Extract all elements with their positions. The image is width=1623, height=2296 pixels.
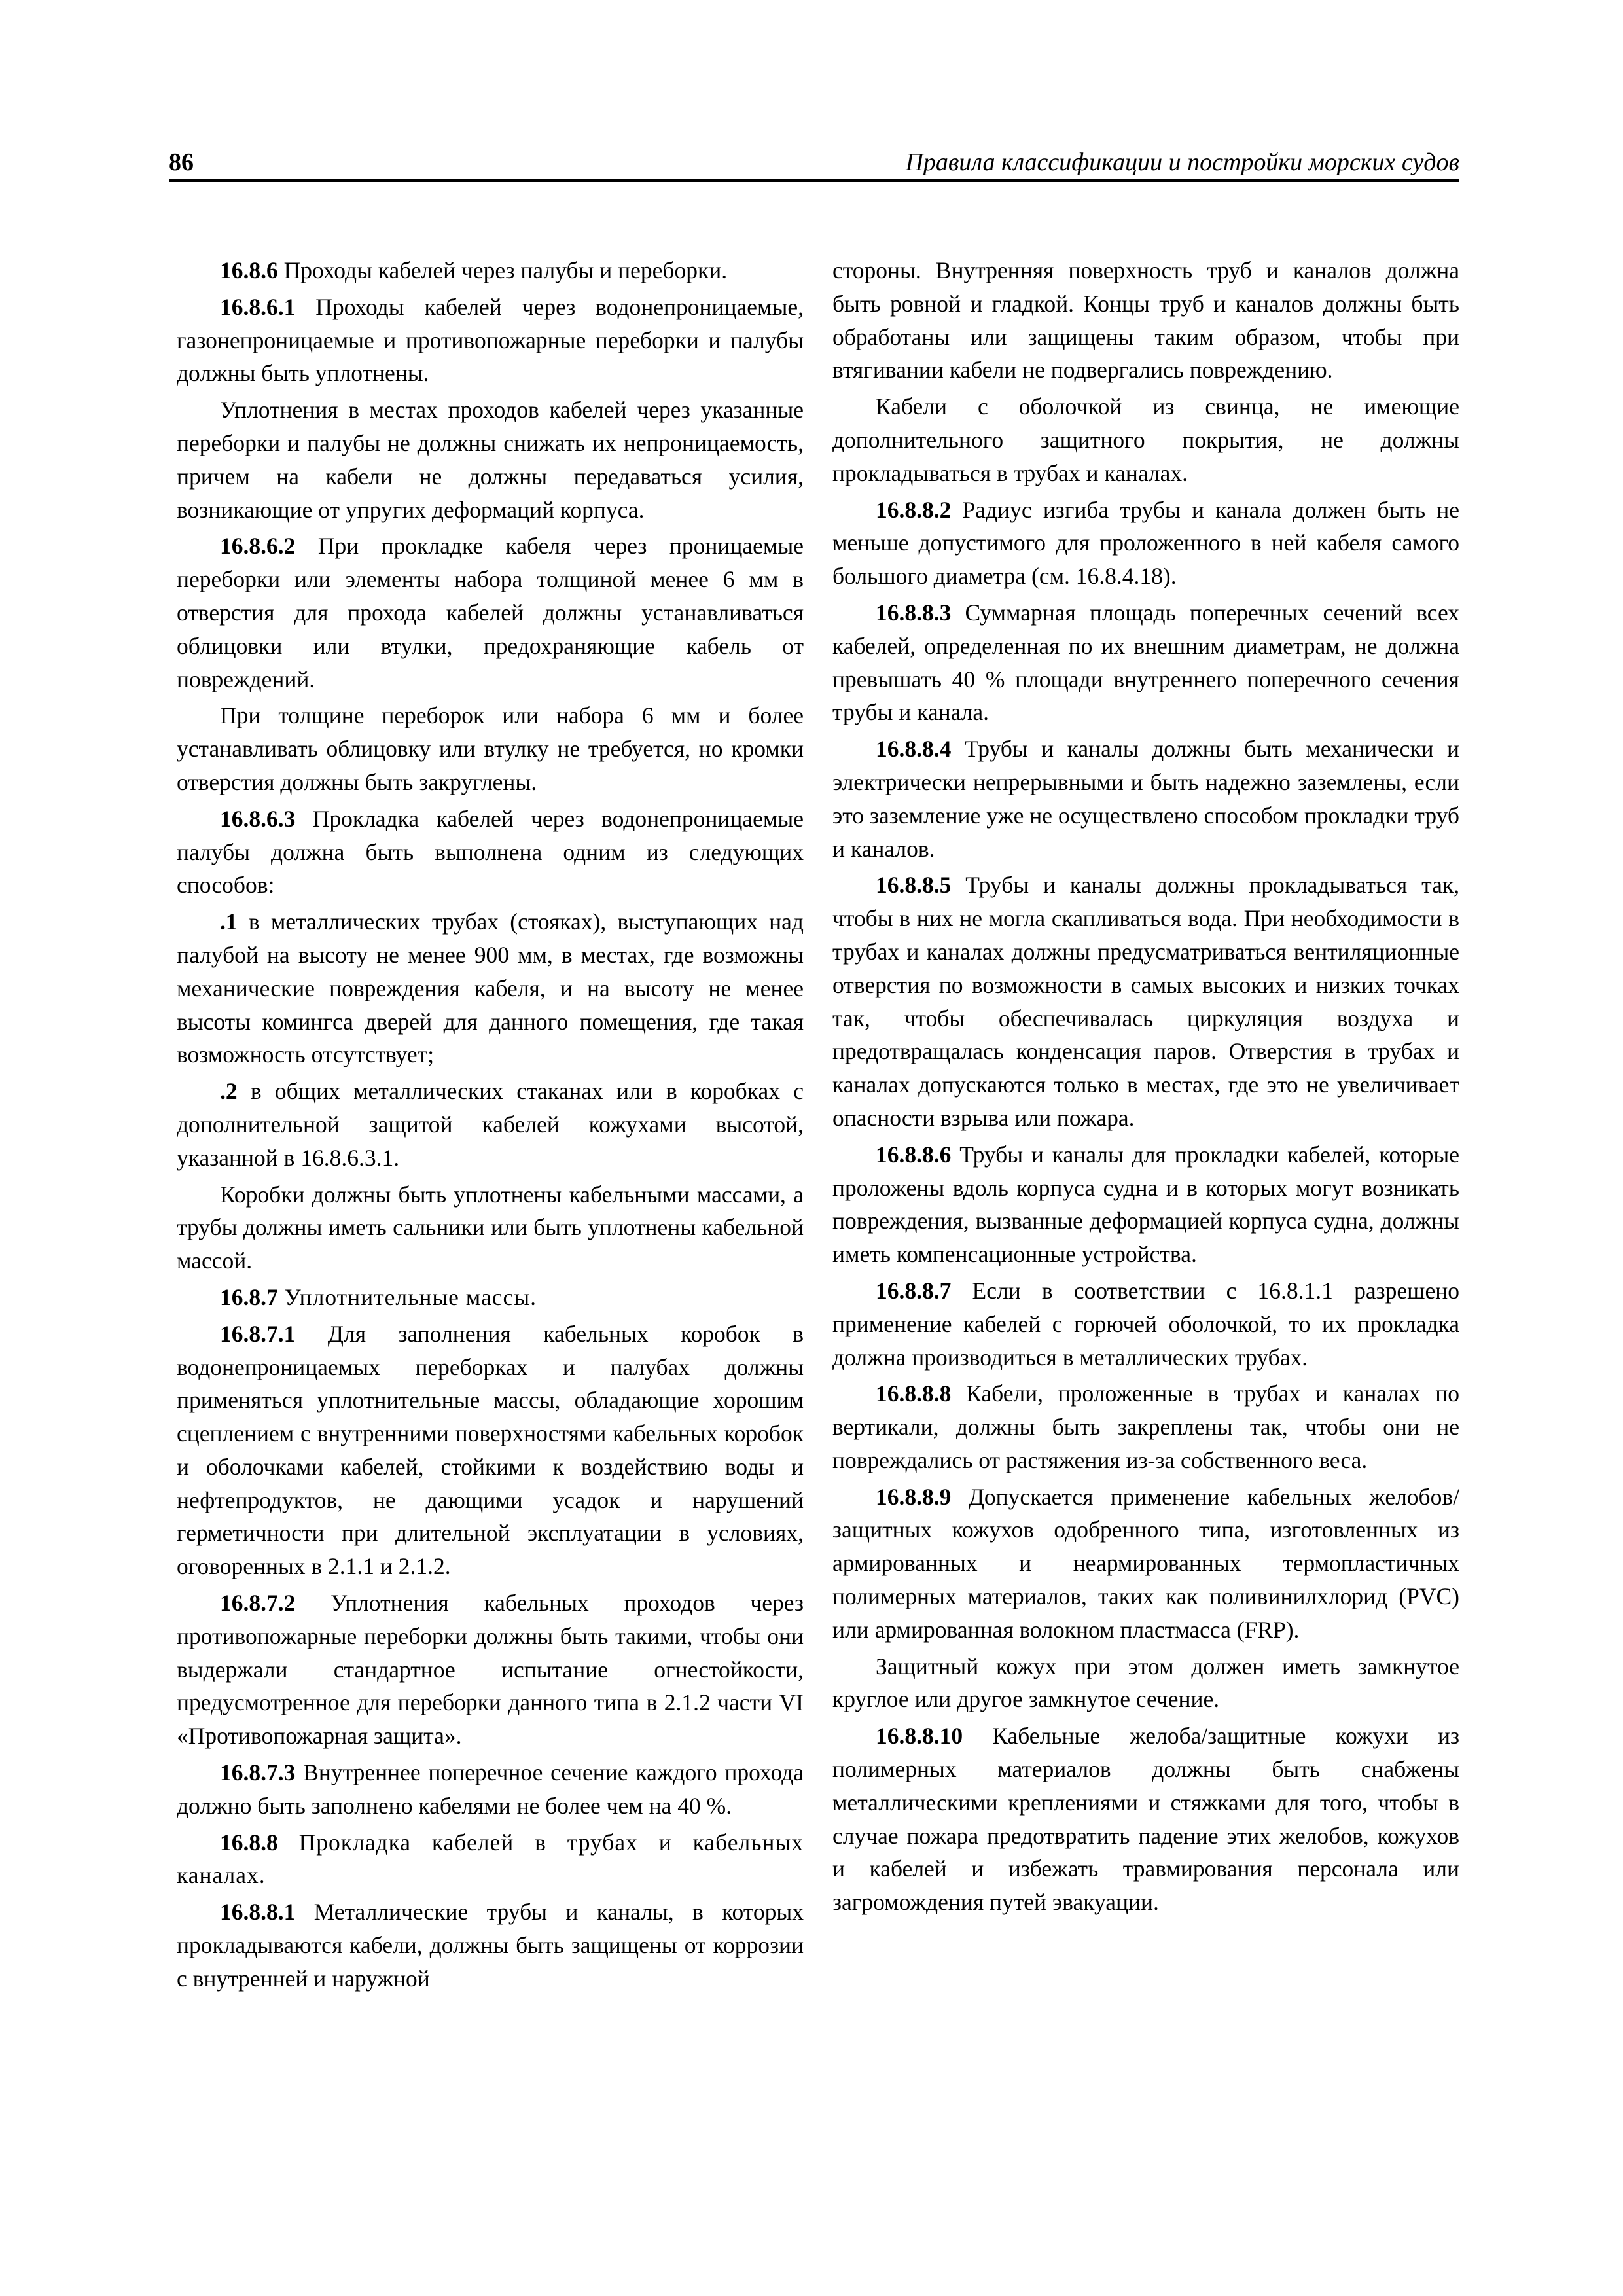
clause-number: 16.8.8.1 xyxy=(220,1899,296,1926)
paragraph-text: в общих металлических стаканах или в коробках с дополнительной защитой кабелей кожухами высотой, указанной в 16.8.6.3.1. xyxy=(177,1078,804,1171)
paragraph xyxy=(832,869,1459,1134)
paragraph-text: Кабели с оболочкой из свинца, не имеющие дополнительного защитного покрытия, не должны прокладываться в трубах и каналах. xyxy=(832,393,1459,486)
paragraph-text: Кабели, проложенные в трубах и каналах по вертикали, должны быть закреплены так, чтобы они не повреждались от растяжения из-за собственного веса. xyxy=(832,1380,1459,1473)
clause-number: 16.8.6 xyxy=(220,257,278,283)
paragraph-text: При толщине переборок или набора 6 мм и более устанавливать облицовку или втулку не требуется, но кромки отверстия должны быть закруглены. xyxy=(177,702,804,795)
clause-number: 16.8.6.1 xyxy=(220,293,296,320)
paragraph xyxy=(832,1138,1459,1271)
paragraph xyxy=(832,1377,1459,1477)
clause-number: 16.8.8.8 xyxy=(876,1380,952,1407)
clause-number: 16.8.8.4 xyxy=(876,736,952,762)
paragraph xyxy=(832,493,1459,593)
paragraph xyxy=(832,1480,1459,1647)
paragraph-text: Уплотнения в местах проходов кабелей через указанные переборки и палубы не должны снижать их непроницаемость, причем на кабели не должны передаваться усилия, возникающие от упругих деформаций корпуса. xyxy=(177,397,804,523)
paragraph xyxy=(832,596,1459,729)
list-marker: .2 xyxy=(220,1078,238,1105)
paragraph-text: Прокладка кабелей через водонепроницаемые палубы должна быть выполнена одним из следующих способов: xyxy=(177,805,804,899)
paragraph-text: Металлические трубы и каналы, в которых прокладываются кабели, должны быть защищены от коррозии с внутренней и наружной xyxy=(177,1899,804,1992)
clause-heading: Проходы кабелей через палубы и переборки. xyxy=(277,257,728,283)
paragraph-text: Суммарная площадь поперечных сечений всех кабелей, определенная по их внешним диаметрам, не должна превышать 40 % площади внутреннего поперечного сечения трубы и канала. xyxy=(832,599,1459,726)
paragraph-text: Радиус изгиба трубы и канала должен быть не меньше допустимого для проложенного в ней кабеля самого большого диаметра (см. 16.8.4.18). xyxy=(832,496,1459,590)
page-number: 86 xyxy=(169,149,194,176)
right-column xyxy=(832,254,1459,1922)
paragraph xyxy=(832,390,1459,490)
paragraph xyxy=(177,1895,804,1995)
clause-number: 16.8.8 xyxy=(220,1829,278,1856)
paragraph xyxy=(832,1650,1459,1717)
header-rule-thick xyxy=(169,179,1459,182)
paragraph xyxy=(177,1178,804,1278)
left-column xyxy=(177,254,804,1999)
page-header xyxy=(169,145,1459,182)
paragraph-text: Проходы кабелей через водонепроницаемые, газонепроницаемые и противопожарные переборки и палубы должны быть уплотнены. xyxy=(177,293,804,387)
clause-number: 16.8.6.2 xyxy=(220,533,296,560)
paragraph-text: Кабельные желоба/защитные кожухи из полимерных материалов должны быть снабжены металлическими креплениями и стяжками для того, чтобы в случае пожара предотвратить падение этих желобов, кожухов и кабелей и избежать травмирования персонала или загромождения путей эвакуации. xyxy=(832,1723,1459,1916)
paragraph xyxy=(832,254,1459,387)
clause-number: 16.8.7 xyxy=(220,1283,278,1310)
paragraph xyxy=(177,1756,804,1823)
clause-heading: Уплотнительные массы. xyxy=(277,1283,537,1310)
paragraph xyxy=(177,1826,804,1893)
clause-number: 16.8.7.1 xyxy=(220,1320,296,1347)
paragraph-text: стороны. Внутренняя поверхность труб и каналов должна быть ровной и гладкой. Концы труб и каналов должны быть обработаны или защищены таким образом, чтобы при втягивании кабели не подвергались повреждению. xyxy=(832,257,1459,384)
paragraph-text: Уплотнения кабельных проходов через противопожарные переборки должны быть такими, чтобы они выдержали стандартное испытание огнестойкости, предусмотренное для переборки данного типа в 2.1.2 части VI «Противопожарная защита». xyxy=(177,1590,804,1749)
clause-number: 16.8.8.5 xyxy=(876,872,952,899)
paragraph-text: Трубы и каналы должны прокладываться так, чтобы в них не могла скапливаться вода. При необходимости в трубах и каналах должны предусматриваться вентиляционные отверстия по возможности в самых высоких и низких точках так, чтобы обеспечивалась циркуляция воздуха и предотвращалась конденсация паров. Отверстия в трубах и каналах допускаются только в местах, где это не увеличивает опасности взрыва или пожара. xyxy=(832,872,1459,1131)
paragraph xyxy=(832,732,1459,865)
clause-number: 16.8.8.2 xyxy=(876,496,952,523)
clause-number: 16.8.7.3 xyxy=(220,1759,296,1786)
paragraph xyxy=(177,254,804,287)
paragraph xyxy=(177,291,804,390)
clause-number: 16.8.8.9 xyxy=(876,1483,952,1510)
paragraph xyxy=(832,1274,1459,1374)
paragraph xyxy=(177,1318,804,1583)
clause-number: 16.8.8.7 xyxy=(876,1277,952,1304)
paragraph-text: Внутреннее поперечное сечение каждого прохода должно быть заполнено кабелями не более чем на 40 %. xyxy=(177,1759,804,1819)
clause-number: 16.8.8.3 xyxy=(876,599,952,626)
paragraph xyxy=(177,1281,804,1314)
clause-number: 16.8.8.10 xyxy=(876,1723,963,1749)
clause-heading: Прокладка кабелей в трубах и кабельных каналах. xyxy=(177,1829,804,1889)
list-item xyxy=(177,1075,804,1174)
paragraph-text: При прокладке кабеля через проницаемые переборки или элементы набора толщиной менее 6 мм в отверстия для прохода кабелей должны устанавливаться облицовки или втулки, предохраняющие кабель от повреждений. xyxy=(177,533,804,692)
clause-number: 16.8.8.6 xyxy=(876,1141,952,1168)
list-item xyxy=(177,905,804,1071)
clause-number: 16.8.6.3 xyxy=(220,805,296,832)
paragraph-text: Коробки должны быть уплотнены кабельными массами, а трубы должны иметь сальники или быть уплотнены кабельной массой. xyxy=(177,1181,804,1274)
paragraph xyxy=(177,529,804,696)
paragraph-text: Трубы и каналы для прокладки кабелей, которые проложены вдоль корпуса судна и в которых могут возникать повреждения, вызванные деформацией корпуса судна, должны иметь компенсационные устройства. xyxy=(832,1141,1459,1268)
paragraph-text: Если в соответствии с 16.8.1.1 разрешено применение кабелей с горючей оболочкой, то их прокладка должна производиться в металлических трубах. xyxy=(832,1277,1459,1371)
paragraph xyxy=(177,393,804,526)
paragraph xyxy=(177,1587,804,1753)
paragraph-text: Допускается применение кабельных желобов/защитных кожухов одобренного типа, изготовленных из армированных и неармированных термопластичных полимерных материалов, таких как поливинилхлорид (PVC) или армированная волокном пластмасса (FRP). xyxy=(832,1483,1459,1643)
paragraph-text: Для заполнения кабельных коробок в водонепроницаемых переборках и палубах должны применяться уплотнительные массы, обладающие хорошим сцеплением с внутренними поверхностями кабельных коробок и оболочками кабелей, стойкими к воздействию воды и нефтепродуктов, не дающими усадок и нарушений герметичности при длительной эксплуатации в условиях, оговоренных в 2.1.1 и 2.1.2. xyxy=(177,1320,804,1580)
paragraph xyxy=(177,802,804,902)
running-title: Правила классификации и постройки морских судов xyxy=(905,149,1459,176)
list-marker: .1 xyxy=(220,908,238,935)
paragraph xyxy=(832,1719,1459,1919)
paragraph-text: Защитный кожух при этом должен иметь замкнутое круглое или другое замкнутое сечение. xyxy=(832,1653,1459,1713)
paragraph-text: в металлических трубах (стояках), выступающих над палубой на высоту не менее 900 мм, в местах, где возможны механические повреждения кабеля, и на высоту не менее высоты комингса дверей для данного помещения, где такая возможность отсутствует; xyxy=(177,908,804,1068)
paragraph-text: Трубы и каналы должны быть механически и электрически непрерывными и быть надежно заземлены, если это заземление уже не осуществлено способом прокладки труб и каналов. xyxy=(832,736,1459,862)
clause-number: 16.8.7.2 xyxy=(220,1590,296,1617)
paragraph xyxy=(177,699,804,798)
